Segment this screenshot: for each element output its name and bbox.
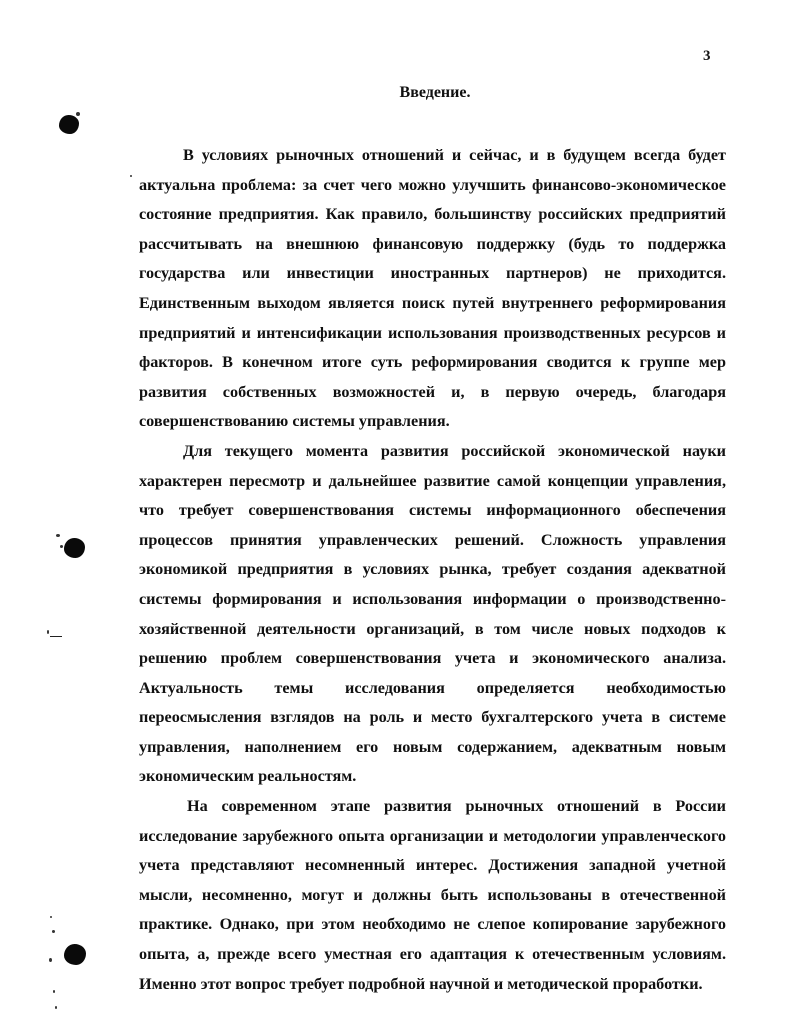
scan-mark — [50, 636, 62, 637]
scan-speck — [130, 175, 132, 177]
punch-hole-mark — [64, 538, 85, 558]
paragraph: На современном этапе развития рыночных отношений в России исследование зарубежного опыта организации и методологии управленческого учета представляют несомненный интерес. Достижения западной учетной мысли, несомненно, могут и должны быть использованы в отечественной практике. Однако, при этом необходимо не слепое копирование зарубежного опыта, а, прежде всего уместная его адаптация к отечественным условиям. Именно этот вопрос требует подробной научной и методической проработки. — [139, 797, 726, 993]
scan-speck — [76, 112, 80, 116]
paragraph: В условиях рыночных отношений и сейчас, и в будущем всегда будет актуальна проблема: за счет чего можно улучшить финансово-экономическое состояние предприятия. Как правило, большинству российских предприятий рассчитывать на внешнюю финансовую поддержку (будь то поддержка государства или инвестиции иностранных партнеров) не приходится. Единственным выходом является поиск путей внутреннего реформирования предприятий и интенсификации использования производственных ресурсов и факторов. В конечном итоге суть реформирования сводится к группе мер развития собственных возможностей и, в первую очередь, благодаря совершенствованию системы управления. — [139, 146, 726, 431]
scan-speck — [60, 545, 63, 548]
page-title: Введение. — [399, 84, 471, 101]
scan-speck — [52, 930, 55, 933]
paragraph: Для текущего момента развития российской экономической науки характерен пересмотр и дальнейшее развитие самой концепции управления, что требует совершенствования системы информационного обеспечения процессов принятия управленческих решений. Сложность управления экономикой предприятия в условиях рынка, требует создания адекватной системы формирования и использования информации о производственно-хозяйственной деятельности организаций, в том числе новых подходов к решению проблем совершенствования учета и экономического анализа. Актуальность темы исследования определяется необходимостью переосмысления взглядов на роль и место бухгалтерского учета в системе управления, наполнением его новым содержанием, адекватным новым экономическим реальностям. — [139, 441, 726, 786]
page-number: 3 — [703, 48, 711, 64]
scan-speck — [56, 534, 60, 537]
punch-hole-mark — [64, 944, 86, 965]
scan-speck — [50, 916, 52, 918]
document-body — [139, 141, 726, 999]
scan-speck — [53, 990, 55, 993]
punch-hole-mark — [59, 115, 79, 134]
scan-speck — [55, 1006, 57, 1009]
scan-speck — [49, 958, 52, 962]
scan-speck — [47, 630, 49, 634]
